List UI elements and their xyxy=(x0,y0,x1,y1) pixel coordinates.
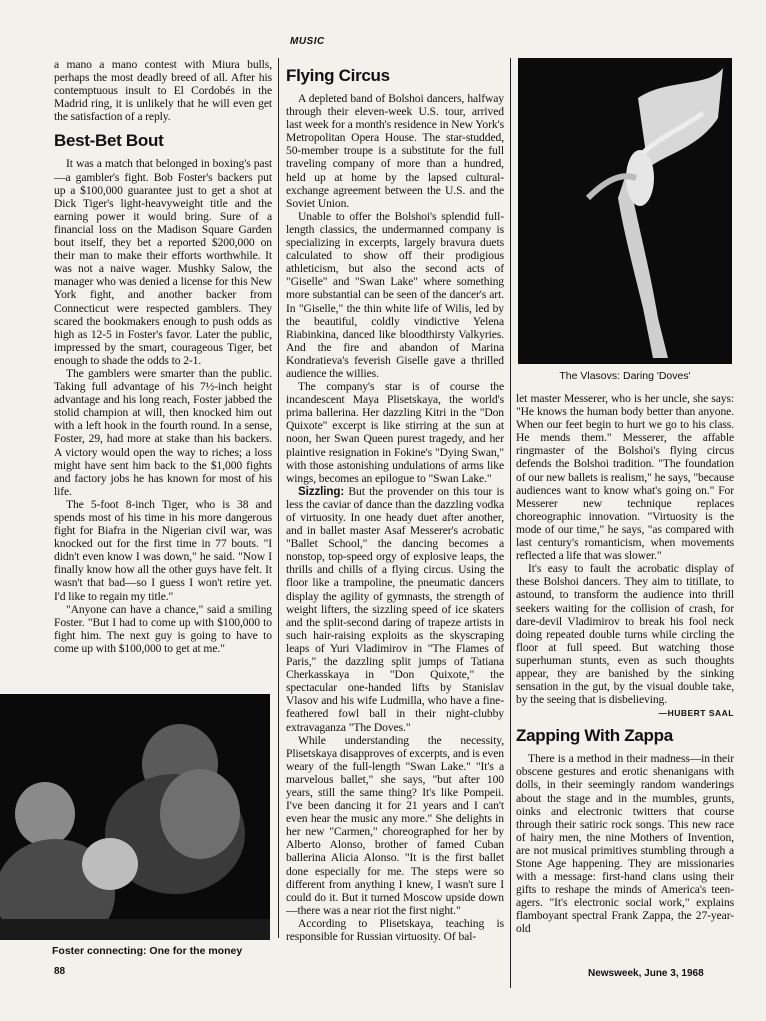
byline: —HUBERT SAAL xyxy=(658,708,734,719)
boxing-photo-image xyxy=(0,694,270,940)
ballet-photo-caption: The Vlasovs: Daring 'Doves' xyxy=(559,370,691,382)
article-paragraph-sizzling xyxy=(286,485,504,734)
ballet-photo xyxy=(518,58,732,364)
left-column xyxy=(54,58,272,686)
article-paragraph: A depleted band of Bolshoi dancers, halfway through their eleven-week U.S. tour, arrived last week for a month's residence in New York's Metropolitan Opera House. The star-studded, 50-member troupe is a substitute for the full traveling company of more than a hundred, held up at home by the lapsed cultural-exchange agreement between the U.S. and the Soviet Union. xyxy=(286,92,504,210)
article-paragraph: Unable to offer the Bolshoi's splendid full-length classics, the undermanned company is specializing in excerpts, largely bravura duets calculated to show off their prodigious athleticism, but also the second acts of "Giselle" and "Swan Lake" where something more substantial can be seen of the dancer's art. In "Giselle," the thin white life of Wilis, led by the beautiful, coldly vindictive Yelena Riabinkina, danced like bloodthirsty Valkyries. And the fire and abandon of Marina Kondratieva's feverish Giselle gave a thrilled audience the willies. xyxy=(286,209,504,380)
intro-paragraph: a mano a mano contest with Miura bulls, perhaps the most deadly breed of all. After his contemptuous insult to El Cordobés in the Madrid ring, it is unlikely that he will even get the satisfaction of a reply. xyxy=(54,58,272,124)
subhead-sizzling: Sizzling: xyxy=(298,484,345,498)
article-paragraph: The gamblers were smarter than the public. Taking full advantage of his 7½-inch height advantage and his long reach, Foster jabbed the stolid champion at will, then knocked him out with a left hook in the fourth round. In a sense, Foster, 29, had more at stake than his backers. A victory would open the way to riches; a loss might have sent him back to the $1,000 fights and factory jobs he has known for most of his life. xyxy=(54,366,272,498)
article-paragraph: According to Plisetskaya, teaching is responsible for Russian virtuosity. Of bal- xyxy=(286,916,504,943)
right-column xyxy=(516,370,734,980)
headline-flying-circus: Flying Circus xyxy=(286,66,390,85)
column-rule xyxy=(510,58,511,988)
column-rule xyxy=(278,58,279,938)
article-paragraph: While understanding the necessity, Plisetskaya disapproves of excerpts, and is even weary of the full-length "Swan Lake." "It's a marvelous ballet," she says, "but after 100 years, still the same thing? It's like Pompeii. I've been dancing it for 21 years and I can't even hear the music any more." She delights in her new "Carmen," choreographed for her by Alberto Alonso, brother of famed Cuban ballerina Alicia Alonso. "It is the first ballet done especially for me. The steps were so different from anything I knew, I wasn't sure I could do it. But it turned Moscow upside down—there was a near riot the first night." xyxy=(286,733,504,917)
article-paragraph: It was a match that belonged in boxing's past—a gambler's fight. Bob Foster's backers put up a $100,000 guarantee just to get a shot at Dick Tiger's light-heavyweight title and the earning power it would bring. Sure of a financial loss on the Madison Square Garden bout itself, they bet a reported $200,000 on their man to make their efforts worthwhile. It was not a naive wager. Mushky Salow, the manager who was denied a license for this New York fight, and another backer from Connecticut were respected gamblers. They scared the bookmakers enough to push odds as high as 12-5 in Foster's favor. Later the public, impressed by the smart, courageous Tiger, bet enough to shade the odds to 2-1. xyxy=(54,157,272,367)
page-number: 88 xyxy=(54,966,66,977)
headline-zapping-with-zappa: Zapping With Zappa xyxy=(516,726,673,746)
footer-publication-date: Newsweek, June 3, 1968 xyxy=(588,968,704,979)
article-paragraph: It's easy to fault the acrobatic display of these Bolshoi dancers. They aim to titillate, to astound, to transform the audience into thrill seekers waiting for the collision of crash, for dare-devil Vladimirov to break his fool neck doing repeated double turns while circling the floor at full speed. But watching those superhuman stunts, even as such thoughts appear, they are banished by the sinking sensation in the gut, by the visual double take, by the seeing that is disbelieving. xyxy=(516,562,734,707)
boxing-photo xyxy=(0,694,270,940)
sizzling-text: But the provender on this tour is less the caviar of dance than the dazzling vodka of virtuosity. In one heady duet after another, and in ballet master Asaf Messerer's acrobatic "Ballet School," the dancing becomes a nonstop, top-speed orgy of explosive leaps, the thrills and chills of a flying circus. Using the floor like a trampoline, the pneumatic dancers display the agility of gymnasts, the strength of weight lifters, the sizzling speed of ice skaters and the split-second daring of trapeze artists in such hair-raising exploits as the skyscraping leaps of Yuri Vladimirov in "The Flames of Paris," the dazzling split jumps of Tatiana Cherkasskaya in "Don Quixote," the spectacular one-handed lifts by Stanislav Vlasov and his wife Ludmilla, who have a fine-feathered fowl ball in their night-clubby extravaganza "The Doves." xyxy=(286,484,504,734)
article-paragraph: The 5-foot 8-inch Tiger, who is 38 and spends most of his time in his more dangerous fight for Biafra in the Nigerian civil war, was knocked out for the first time in 77 bouts. "I didn't even know I was down," he said. "Now I finally know how all the other guys have felt. It wasn't that bad—so I guess I won't retire yet. I'd like to regain my title." xyxy=(54,497,272,603)
article-paragraph: The company's star is of course the incandescent Maya Plisetskaya, the world's prima ballerina. Her dazzling Kitri in the "Don Quixote" excerpt is like stirring at the sun at noon, her Swan Queen purest tragedy, and her plaintive resignation in Fokine's "Dying Swan," with those astonishing undulations of arms like wings, becomes an epilogue to "Swan Lake." xyxy=(286,380,504,485)
section-label: MUSIC xyxy=(290,36,325,47)
middle-column xyxy=(286,62,504,988)
article-paragraph: There is a method in their madness—in their obscene gestures and erotic shenanigans with dolls, in their seemingly random wanderings about the stage and in the mumbles, grunts, oinks and electronic twitters that course through their satiric rock songs. This new race of hairy men, the nine Mothers of Invention, are not musical primitives stumbling through a Stone Age happening. They are missionaries with a message: first-hand clans using their gifts to reshape the minds of America's teen-agers. "It's electronic social work," explains flamboyant spectral Frank Zappa, the 27-year-old xyxy=(516,752,734,936)
article-paragraph: "Anyone can have a chance," said a smiling Foster. "But I had to come up with $100,000 to fight him. The next guy is going to have to come up with $100,000 to get at me." xyxy=(54,602,272,655)
ballet-photo-image xyxy=(518,58,732,364)
headline-best-bet-bout: Best-Bet Bout xyxy=(54,131,164,151)
article-paragraph: let master Messerer, who is her uncle, she says: "He knows the human body better than anyone. When our feet begin to hurt we go to his class. He mends them." Messerer, the affable ringmaster of the Bolshoi's flying circus defends the Bolshoi tradition. "The foundation of our new ballets is realism," he says, "because audiences want to know what's going on." For Messerer new technique replaces choreographic innovation. "Virtuosity is the mode of our time," he says, "as compared with last century's romanticism, when movements reflected a life that was slower." xyxy=(516,392,734,563)
boxing-photo-caption: Foster connecting: One for the money xyxy=(52,945,243,957)
